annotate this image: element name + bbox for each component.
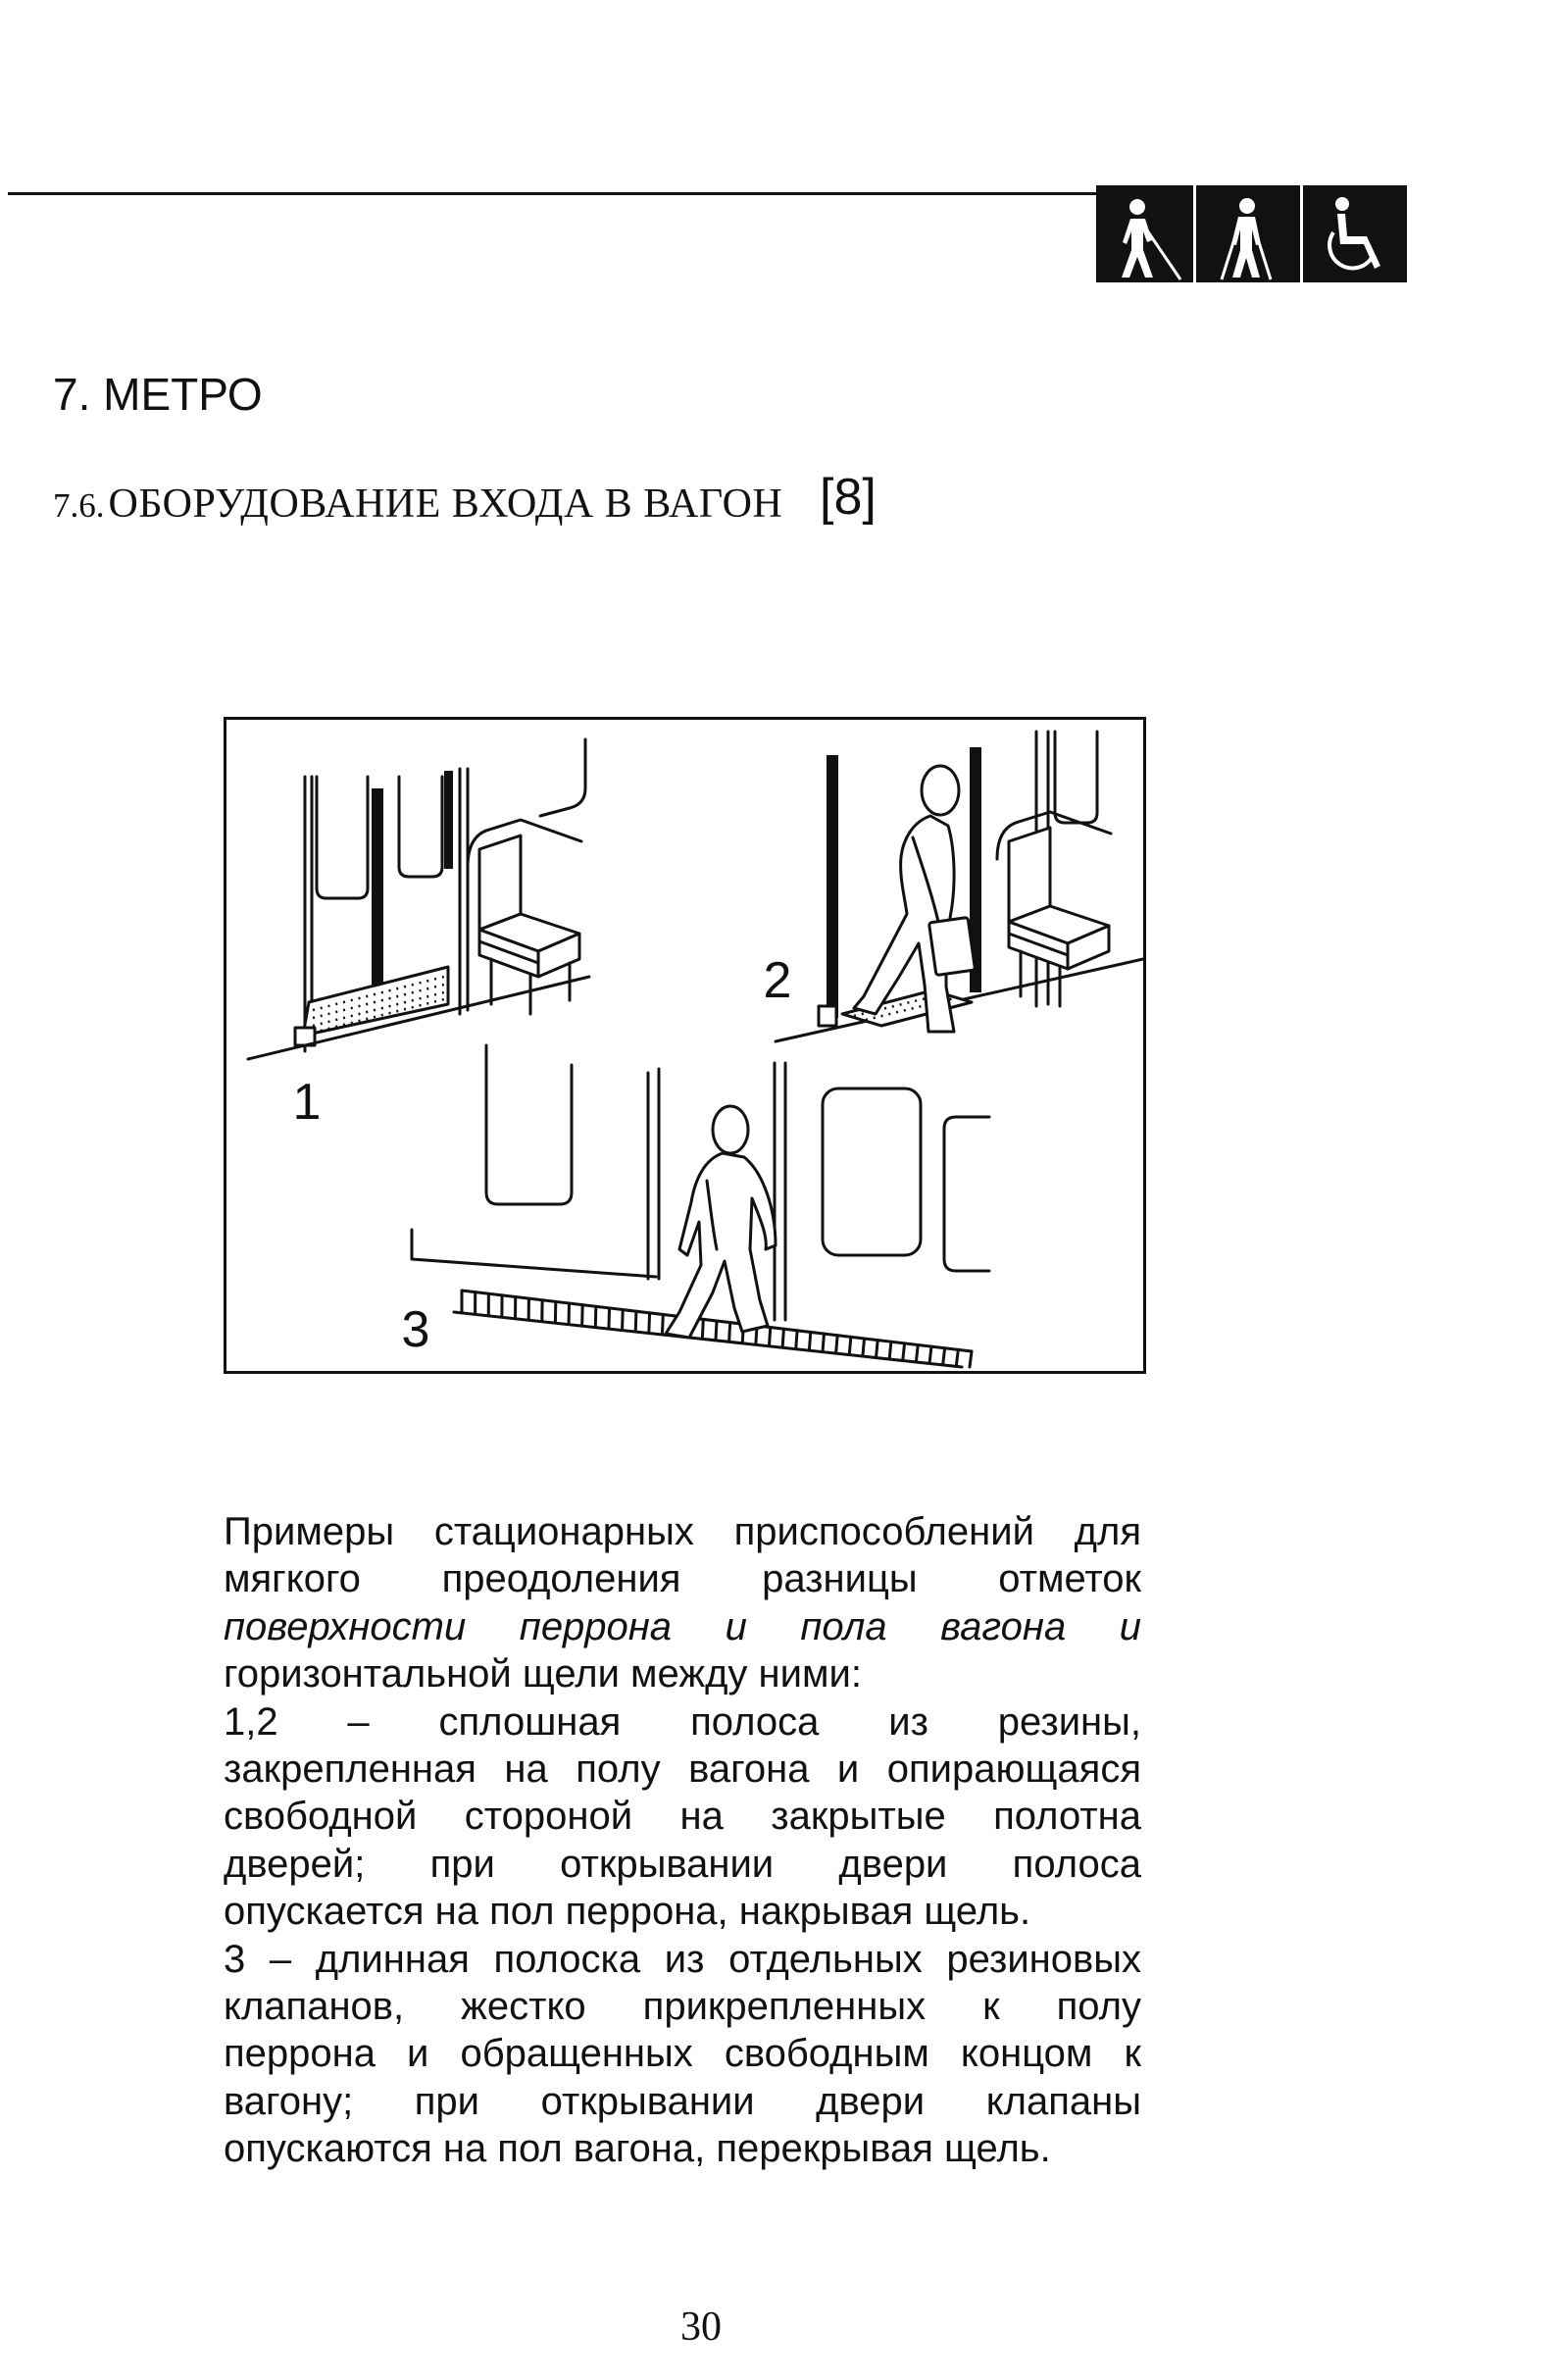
text-line: закрепленная на полу вагона и опирающаяся: [224, 1747, 1141, 1791]
figure-label-1: 1: [292, 1074, 322, 1131]
caption-text: [224, 1508, 1141, 2172]
ramp-flap: [863, 1339, 865, 1355]
header-rule: [8, 192, 1098, 195]
scene-2-door: [776, 732, 1143, 1041]
ramp-flap: [889, 1342, 891, 1358]
ramp-flap: [877, 1341, 878, 1357]
ramp-flap: [662, 1314, 663, 1334]
ramp-flap: [823, 1334, 824, 1351]
text-line: свободной стороной на закрытые полотна: [224, 1795, 1141, 1839]
ramp-flap: [635, 1311, 636, 1331]
ramp-flap: [609, 1308, 610, 1328]
text-line: горизонтальной щели между ними:: [224, 1652, 862, 1696]
text-line: Примеры стационарных приспособлений для: [224, 1510, 1141, 1553]
blind-person-icon: [1122, 199, 1180, 279]
ramp-flap: [702, 1319, 703, 1338]
ramp-flap: [623, 1310, 624, 1330]
scene-3-rubber-flaps: [454, 1291, 972, 1367]
text-line: 1,2 – сплошная полоса из резины,: [224, 1699, 1141, 1744]
section-heading: [53, 483, 782, 533]
ramp-flap: [956, 1349, 958, 1365]
text-line: дверей; при открывании двери полоса: [224, 1842, 1141, 1886]
text-line: перрона и обращенных свободным концом к: [224, 2032, 1141, 2076]
briefcase: [928, 917, 975, 975]
ramp-flap: [849, 1337, 851, 1353]
text-line: мягкого преодоления разницы отметок: [224, 1557, 1141, 1601]
section-reference: [8]: [820, 469, 877, 526]
ramp-flap: [729, 1323, 730, 1342]
ramp-flap: [595, 1306, 596, 1326]
section-title: ОБОРУДОВАНИЕ ВХОДА В ВАГОН: [108, 481, 783, 527]
ramp-flap: [929, 1346, 931, 1362]
ramp-flap: [903, 1343, 905, 1360]
ramp-flap: [943, 1348, 945, 1364]
ramp-flap: [782, 1329, 783, 1346]
text-line: вагону; при открывании двери клапаны: [224, 2079, 1141, 2123]
chapter-title: 7. МЕТРО: [53, 369, 263, 420]
ramp-flap: [770, 1328, 771, 1345]
section-number: 7.6.: [53, 486, 105, 525]
illustration-drawing: [226, 720, 1143, 1371]
scene-1-seat: [468, 820, 581, 1014]
scene-1-rubber-strip: [248, 967, 589, 1059]
text-line: опускаются на пол вагона, перекрывая щель.: [224, 2127, 1051, 2171]
ramp-flap: [809, 1332, 810, 1349]
ramp-flap: [716, 1321, 717, 1340]
page-number: 30: [680, 2304, 722, 2350]
figure-label-3: 3: [401, 1301, 430, 1358]
scene-2-passenger: [854, 766, 976, 1032]
text-line: поверхности перрона и пола вагона и: [224, 1604, 1141, 1648]
text-line: 3 – длинная полоска из отдельных резиновых: [224, 1937, 1141, 1981]
metro-entrance-illustration: [224, 717, 1146, 1374]
ramp-flap: [796, 1331, 797, 1348]
ramp-flap: [916, 1344, 918, 1361]
wheelchair-icon: [1329, 197, 1380, 269]
scene-3-passenger: [666, 1106, 776, 1338]
accessibility-icon-bar: [1096, 185, 1407, 282]
accessibility-icons: [1096, 185, 1407, 282]
ramp-flap: [649, 1313, 650, 1333]
scene-2-seat: [997, 812, 1111, 1006]
text-line: клапанов, жестко прикрепленных к полу: [224, 1984, 1141, 2028]
walking-person-icon: [1222, 198, 1271, 279]
ramp-flap: [836, 1336, 837, 1353]
ramp-flap: [970, 1351, 972, 1367]
figure-label-2: 2: [763, 952, 792, 1009]
text-line: опускается на пол перрона, накрывая щель.: [224, 1890, 1031, 1934]
